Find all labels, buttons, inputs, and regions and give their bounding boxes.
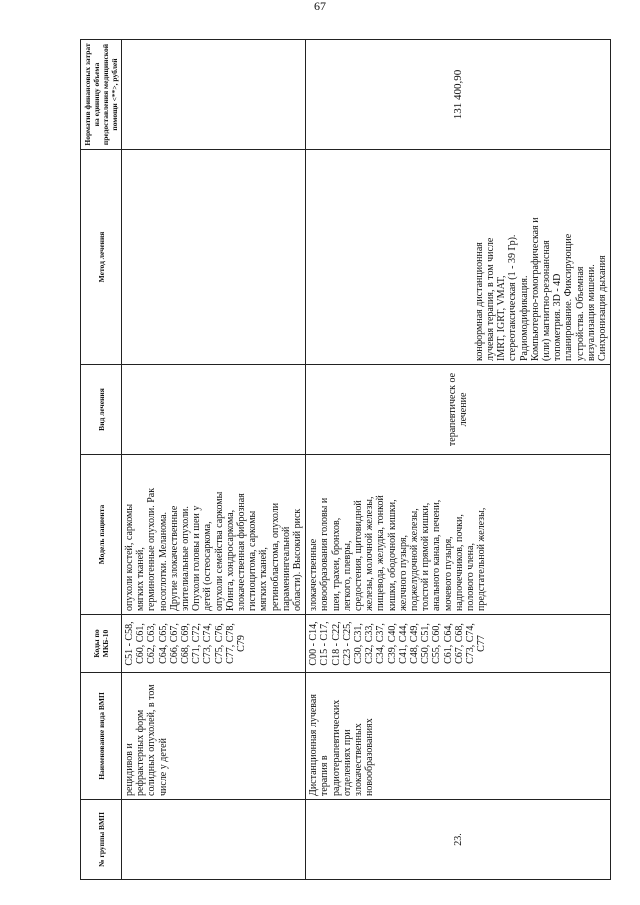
cell-mkb-codes: C00 - C14, C15 - C17, C18 - C22, C23 - C25, C30, C31, C32, C33, C34, C37, C39, C40, C41, C44, C48, C49, C50, C51, C55, C60, C61, C64, C67, C68, C73, C74, C77 [306, 615, 611, 673]
header-cost-norm: Норматив финансовых затрат на единицу объема предоставления медицинской помощи <**>, рублей [81, 40, 122, 150]
cell-cost-norm: 131 400,90 [306, 40, 611, 150]
cell-group [122, 800, 306, 880]
header-mkb-codes: Коды по МКБ-10 [81, 615, 122, 673]
vmp-table [80, 39, 611, 880]
header-patient-model: Модель пациента [81, 455, 122, 615]
cell-vmp-name: рецидивов и рефрактерных форм солидных опухолей, в том числе у детей [122, 673, 306, 800]
cell-mkb-codes: C51 - C58, C60, C61, C62, C63, C64, C65, C66, C67, C68, C69, C71, C72, C73, C74, C75, C76, C77, C78, C79 [122, 615, 306, 673]
cell-patient-model: опухоли костей, саркомы мягких тканей, герминогенные опухоли. Рак носоглотки. Меланома. Другие злокачественные эпителиальные опухоли. Опухоли головы и шеи у детей (остеосаркома, опухоли семейства саркомы Юинга, хондросаркома, злокачественная фиброзная гистиоцитома, саркомы мягких тканей, ретинобластома, опухоли параменингеальной области). Высокий риск [122, 455, 306, 615]
cell-patient-model: злокачественные новообразования головы и шеи, трахеи, бронхов, легкого, плевры, средостения, щитовидной железы, молочной железы, пищевода, желудка, тонкой кишки, ободочной кишки, желчного пузыря, поджелудочной железы, толстой и прямой кишки, анального канала, печени, мочевого пузыря, надпочечников, почки, полового члена, предстательной железы, [306, 455, 611, 615]
cell-cost-norm [122, 40, 306, 150]
table-row [122, 40, 306, 880]
cell-treatment-method [122, 150, 306, 365]
header-treatment-method: Метод лечения [81, 150, 122, 365]
header-group: № группы ВМП [81, 800, 122, 880]
page-number: 67 [314, 0, 326, 13]
header-vmp-name: Наименование вида ВМП [81, 673, 122, 800]
header-row [81, 40, 122, 880]
cell-group: 23. [306, 800, 611, 880]
table-row [306, 40, 611, 880]
header-treatment-type: Вид лечения [81, 365, 122, 455]
cell-treatment-method: конформная дистанционная лучевая терапия, в том числе IMRT, IGRT, VMAT, стереотаксическая (1 - 39 Гр). Радиомодификация. Компьютерно-томографическая и (или) магнитно-резонансная топометрия. 3D - 4D планирование. Фиксирующие устройства. Объемная визуализация мишени. Синхронизация дыхания [306, 150, 611, 365]
cell-treatment-type: терапевтическ ое лечение [306, 365, 611, 455]
rotated-table-sheet [80, 40, 609, 880]
cell-treatment-type [122, 365, 306, 455]
cell-vmp-name: Дистанционная лучевая терапия в радиотерапевтических отделениях при злокачественных новообразованиях [306, 673, 611, 800]
